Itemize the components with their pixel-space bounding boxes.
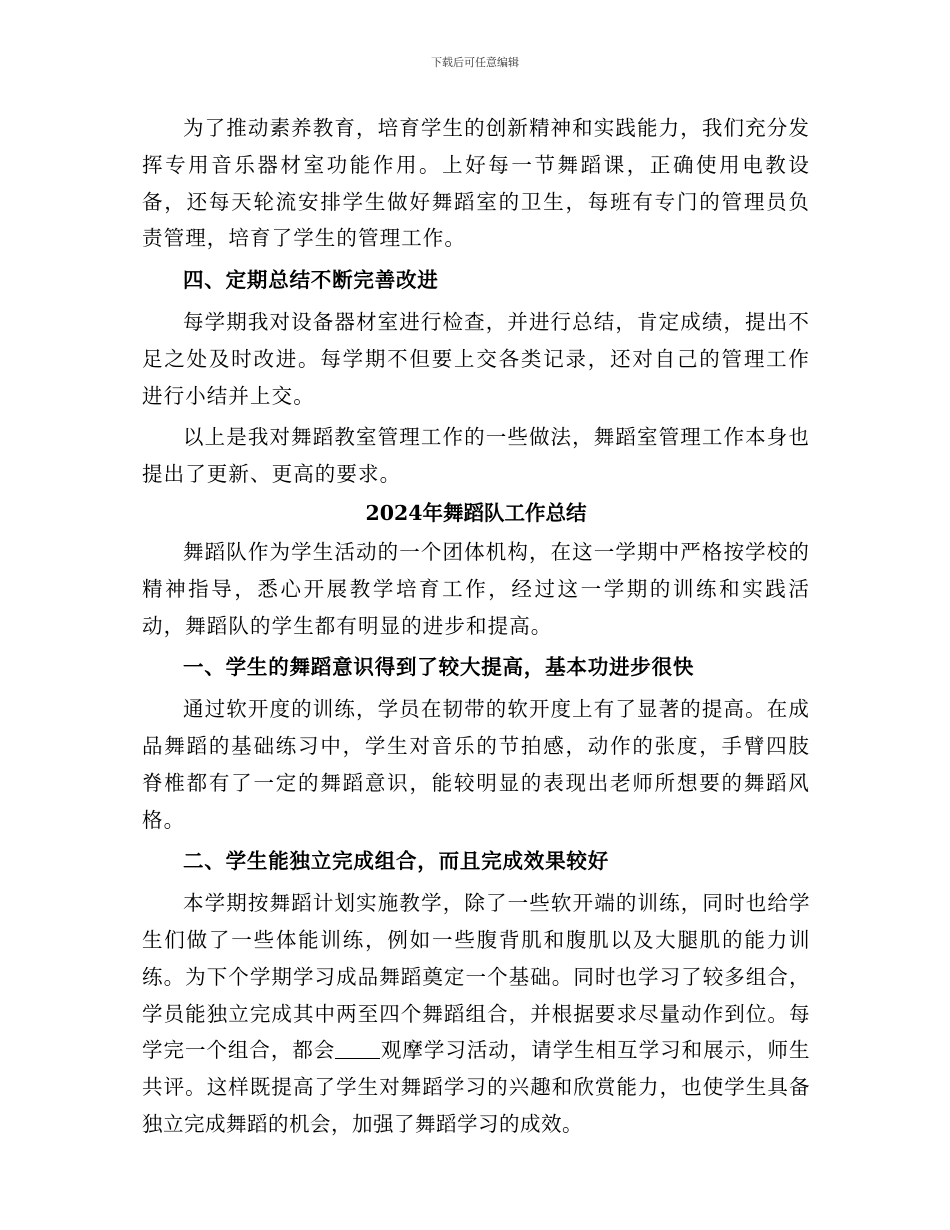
paragraph-combinations-part2: 观摩学习活动，请学生相互学习和展示，师生共评。这样既提高了学生对舞蹈学习的兴趣和欣赏能力，也使学生具备独立完成舞蹈的机会，加强了舞蹈学习的成效。: [142, 1038, 811, 1136]
paragraph-combinations-part1: 本学期按舞蹈计划实施教学，除了一些软开端的训练，同时也给学生们做了一些体能训练，例如一些腹背肌和腹肌以及大腿肌的能力训练。为下个学期学习成品舞蹈奠定一个基础。同时也学习了较多组合，学员能独立完成其中两至四个舞蹈组合，并根据要求尽量动作到位。每学完一个组合，都会: [142, 891, 810, 1063]
document-body: [142, 110, 810, 1148]
fill-blank: [335, 1038, 380, 1060]
document-title: 2024年舞蹈队工作总结: [365, 500, 587, 525]
paragraph-intro: 舞蹈队作为学生活动的一个团体机构，在这一学期中严格按学校的精神指导，悉心开展教学培育工作，经过这一学期的训练和实践活动，舞蹈队的学生都有明显的进步和提高。: [142, 539, 810, 638]
page-header: 下载后可任意编辑: [431, 56, 519, 69]
section-heading-1: 一、学生的舞蹈意识得到了较大提高，基本功进步很快: [183, 655, 695, 680]
paragraph-conclusion: 以上是我对舞蹈教室管理工作的一些做法，舞蹈室管理工作本身也提出了更新、更高的要求。: [142, 425, 810, 487]
paragraph-flexibility: 通过软开度的训练，学员在韧带的软开度上有了显著的提高。在成品舞蹈的基础练习中，学生对音乐的节拍感，动作的张度，手臂四肢脊椎都有了一定的舞蹈意识，能较明显的表现出老师所想要的舞蹈风格。: [142, 697, 810, 832]
paragraph-combinations: [142, 885, 810, 1143]
paragraph-equipment-room: 为了推动素养教育，培育学生的创新精神和实践能力，我们充分发挥专用音乐器材室功能作用。上好每一节舞蹈课，正确使用电教设备，还每天轮流安排学生做好舞蹈室的卫生，每班有专门的管理员负责管理，培育了学生的管理工作。: [142, 116, 810, 251]
paragraph-inspection: 每学期我对设备器材室进行检查，并进行总结，肯定成绩，提出不足之处及时改进。每学期不但要上交各类记录，还对自己的管理工作进行小结并上交。: [142, 309, 810, 408]
section-heading-4: 四、定期总结不断完善改进: [183, 268, 439, 293]
section-heading-2: 二、学生能独立完成组合，而且完成效果较好: [183, 849, 609, 874]
